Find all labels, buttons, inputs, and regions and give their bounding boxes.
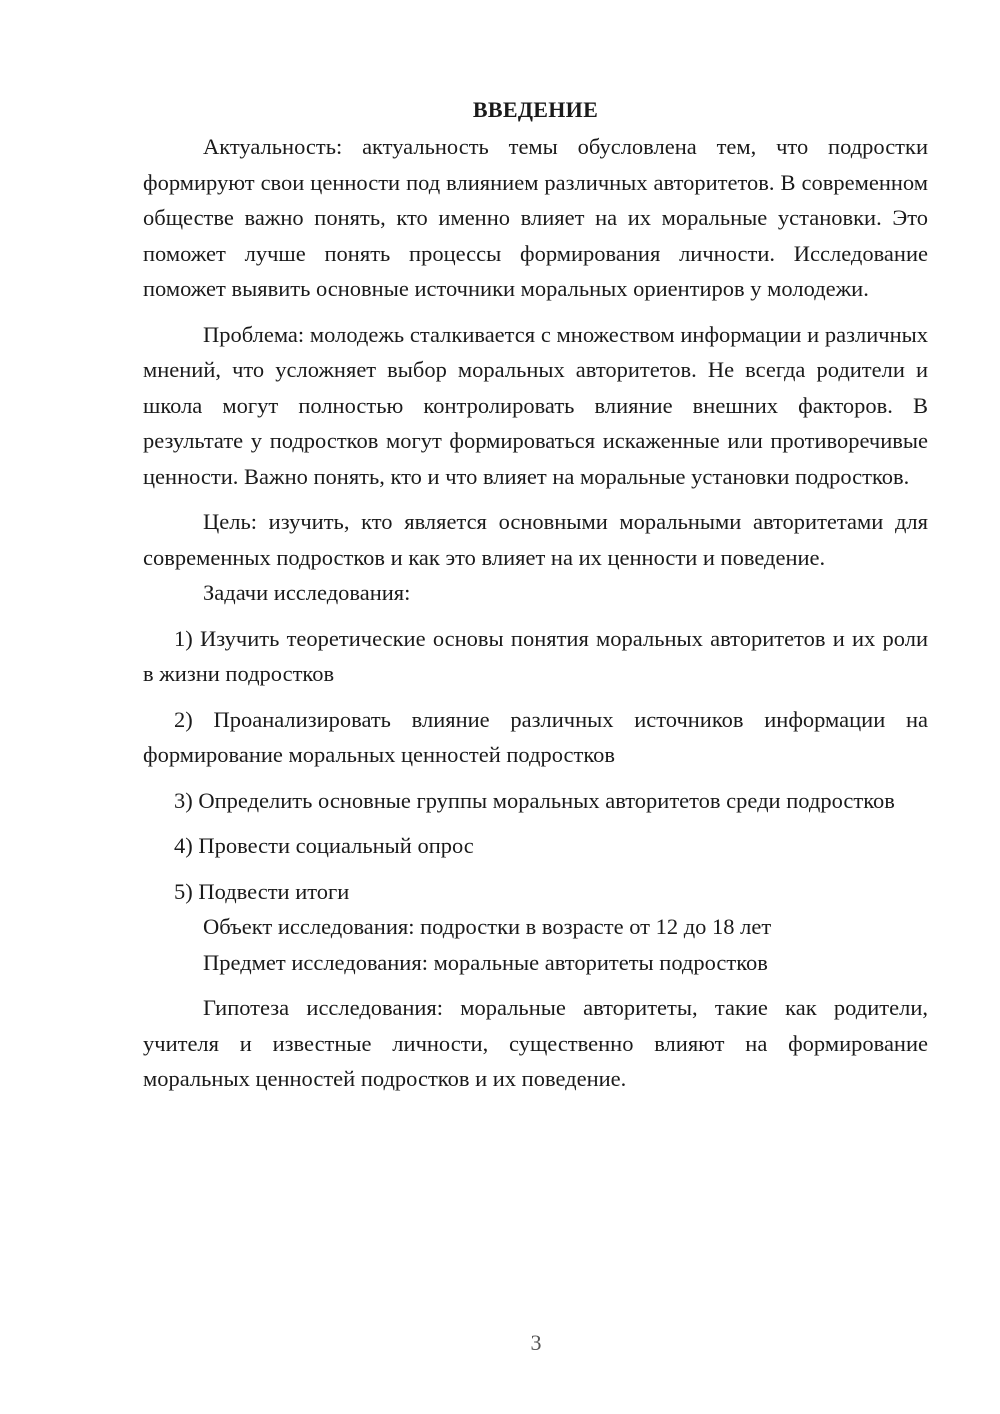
task-item: 1) Изучить теоретические основы понятия моральных авторитетов и их роли в жизни подростков [143,625,928,686]
hypothesis-paragraph: Гипотеза исследования: моральные авторитеты, такие как родители, учителя и известные личности, существенно влияют на формирование моральных ценностей подростков и их поведение. [143,995,928,1091]
task-item: 3) Определить основные группы моральных авторитетов среди подростков [174,787,895,813]
task-item: 5) Подвести итоги [174,878,350,904]
tasks-heading: Задачи исследования: [203,580,411,605]
document-page [143,92,928,1097]
problem-paragraph: Проблема: молодежь сталкивается с множеством информации и различных мнений, что усложняет выбор моральных авторитетов. Не всегда родители и школа могут полностью контролировать влияние внешних факторов. В результате у подростков могут формироваться искаженные или противоречивые ценности. Важно понять, кто и что влияет на моральные установки подростков. [143,321,928,489]
goal-paragraph: Цель: изучить, кто является основными моральными авторитетами для современных подростков и как это влияет на их ценности и поведение. [143,509,928,570]
page-number: 3 [530,1330,542,1355]
relevance-paragraph: Актуальность: актуальность темы обусловлена тем, что подростки формируют свои ценности под влиянием различных авторитетов. В современном обществе важно понять, кто именно влияет на их моральные установки. Это поможет лучше понять процессы формирования личности. Исследование поможет выявить основные источники моральных ориентиров у молодежи. [143,134,928,301]
subject-line: Предмет исследования: моральные авторитеты подростков [203,949,768,975]
task-item: 2) Проанализировать влияние различных источников информации на формирование моральных ценностей подростков [143,706,928,767]
task-item: 4) Провести социальный опрос [174,833,474,858]
object-line: Объект исследования: подростки в возрасте от 12 до 18 лет [203,914,772,939]
page-title: ВВЕДЕНИЕ [472,97,599,122]
